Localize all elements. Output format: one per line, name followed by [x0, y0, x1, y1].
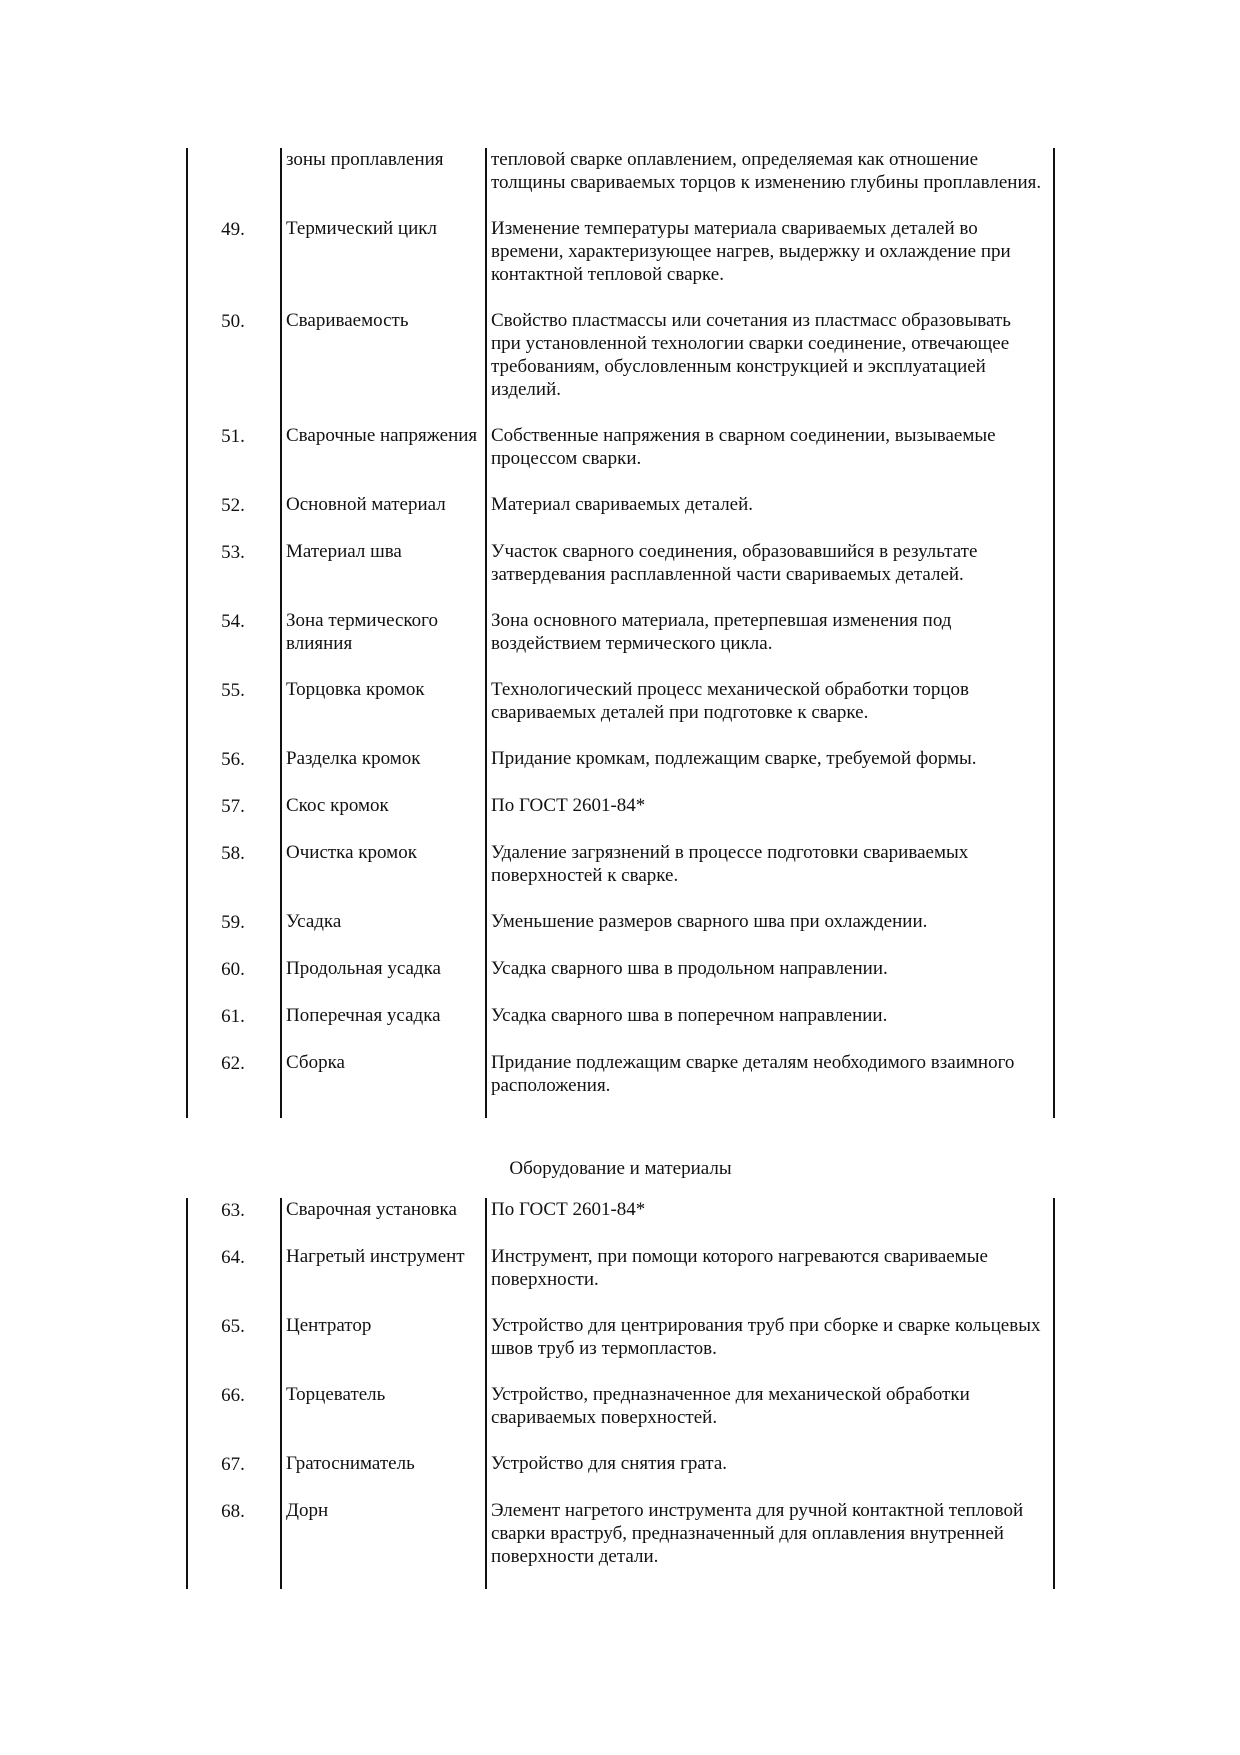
definition-cell: Устройство для центрирования труб при сборке и сварке кольцевых швов труб из термопластов. [491, 1315, 1041, 1359]
definition-cell: Свойство пластмассы или сочетания из пластмасс образовывать при установленной технологии сварки соединение, отвечающее требованиям, обусловленным конструкцией и эксплуатацией изделий. [491, 310, 1011, 400]
row-number: 67. [221, 1454, 245, 1475]
definition-cell: Придание подлежащим сварке деталям необходимого взаимного расположения. [491, 1052, 1015, 1096]
term-cell: Очистка кромок [286, 842, 417, 863]
table-row [186, 747, 1055, 794]
table-row [186, 148, 1055, 217]
row-number: 65. [221, 1316, 245, 1337]
term-cell: Нагретый инструмент [286, 1246, 465, 1267]
term-cell: Материал шва [286, 541, 402, 562]
row-number: 64. [221, 1247, 245, 1268]
row-number: 56. [221, 749, 245, 770]
definition-cell: По ГОСТ 2601-84* [491, 795, 646, 816]
definition-cell: Усадка сварного шва в поперечном направлении. [491, 1005, 888, 1026]
table-row [186, 217, 1055, 309]
column-divider-term [485, 148, 487, 1118]
definition-cell: Материал свариваемых деталей. [491, 494, 754, 515]
row-number: 58. [221, 843, 245, 864]
row-number: 63. [221, 1200, 245, 1221]
term-cell: Разделка кромок [286, 748, 421, 769]
definition-cell: Удаление загрязнений в процессе подготовки свариваемых поверхностей к сварке. [491, 842, 969, 886]
term-cell: Термический цикл [286, 218, 437, 239]
table-border-right [1053, 1198, 1055, 1589]
term-cell: Сварочные напряжения [286, 425, 478, 446]
table-row [186, 910, 1055, 957]
table-row [186, 493, 1055, 540]
row-number: 52. [221, 495, 245, 516]
term-cell: Центратор [286, 1315, 372, 1336]
term-cell: Гратосниматель [286, 1453, 415, 1474]
row-number: 61. [221, 1006, 245, 1027]
definition-cell: Устройство, предназначенное для механической обработки свариваемых поверхностей. [491, 1384, 970, 1428]
definition-cell: Собственные напряжения в сварном соединении, вызываемые процессом сварки. [491, 425, 996, 469]
table-row [186, 540, 1055, 609]
row-number: 55. [221, 680, 245, 701]
row-number: 54. [221, 611, 245, 632]
row-number: 57. [221, 796, 245, 817]
table-row [186, 794, 1055, 841]
term-cell: Торцеватель [286, 1384, 386, 1405]
definition-cell: Придание кромкам, подлежащим сварке, требуемой формы. [491, 748, 977, 769]
definition-cell: Устройство для снятия грата. [491, 1453, 728, 1474]
table-row [186, 1499, 1055, 1589]
definition-cell: Инструмент, при помощи которого нагреваются свариваемые поверхности. [491, 1246, 988, 1290]
definition-cell: Изменение температуры материала свариваемых деталей во времени, характеризующее нагрев, выдержку и охлаждение при контактной тепловой сварке. [491, 218, 1011, 285]
terms-table-1 [186, 148, 1055, 1118]
table-row [186, 424, 1055, 493]
table-row [186, 1383, 1055, 1452]
definition-cell: Зона основного материала, претерпевшая изменения под воздействием термического цикла. [491, 610, 952, 654]
column-divider-num [280, 1198, 282, 1589]
term-cell: Свариваемость [286, 310, 409, 331]
term-cell: Дорн [286, 1500, 329, 1521]
table-row [186, 1004, 1055, 1051]
term-cell: Сборка [286, 1052, 345, 1073]
row-number: 68. [221, 1501, 245, 1522]
term-cell: Скос кромок [286, 795, 389, 816]
row-number: 59. [221, 912, 245, 933]
table-border-left [186, 1198, 188, 1589]
definition-cell: Участок сварного соединения, образовавшийся в результате затвердевания расплавленной части свариваемых деталей. [491, 541, 978, 585]
table-border-right [1053, 148, 1055, 1118]
table-row [186, 841, 1055, 910]
definition-cell: Уменьшение размеров сварного шва при охлаждении. [491, 911, 928, 932]
definition-cell: По ГОСТ 2601-84* [491, 1199, 646, 1220]
table-border-left [186, 148, 188, 1118]
table-row [186, 957, 1055, 1004]
term-cell: Зона термического влияния [286, 610, 438, 654]
row-number: 51. [221, 426, 245, 447]
term-cell: Продольная усадка [286, 958, 441, 979]
row-number: 50. [221, 311, 245, 332]
table-row [186, 1314, 1055, 1383]
table-row [186, 1452, 1055, 1499]
row-number [186, 148, 280, 194]
definition-cell: тепловой сварке оплавлением, определяемая как отношение толщины свариваемых торцов к изменению глубины проплавления. [491, 149, 1042, 193]
column-divider-num [280, 148, 282, 1118]
term-cell: Основной материал [286, 494, 446, 515]
table-row [186, 678, 1055, 747]
row-number: 53. [221, 542, 245, 563]
row-number: 49. [221, 219, 245, 240]
term-cell: Поперечная усадка [286, 1005, 441, 1026]
definition-cell: Технологический процесс механической обработки торцов свариваемых деталей при подготовке к сварке. [491, 679, 969, 723]
definition-cell: Элемент нагретого инструмента для ручной контактной тепловой сварки враструб, предназначенный для оплавления внутренней поверхности детали. [491, 1500, 1024, 1567]
row-number: 62. [221, 1053, 245, 1074]
table-row [186, 1245, 1055, 1314]
term-cell: зоны проплавления [286, 149, 444, 170]
definition-cell: Усадка сварного шва в продольном направлении. [491, 958, 888, 979]
table-row [186, 1198, 1055, 1245]
table-row [186, 1051, 1055, 1118]
term-cell: Сварочная установка [286, 1199, 457, 1220]
column-divider-term [485, 1198, 487, 1589]
section-title: Оборудование и материалы [509, 1158, 732, 1179]
table-row [186, 609, 1055, 678]
term-cell: Усадка [286, 911, 342, 932]
row-number: 66. [221, 1385, 245, 1406]
term-cell: Торцовка кромок [286, 679, 425, 700]
table-row [186, 309, 1055, 424]
row-number: 60. [221, 959, 245, 980]
terms-table-2 [186, 1198, 1055, 1589]
